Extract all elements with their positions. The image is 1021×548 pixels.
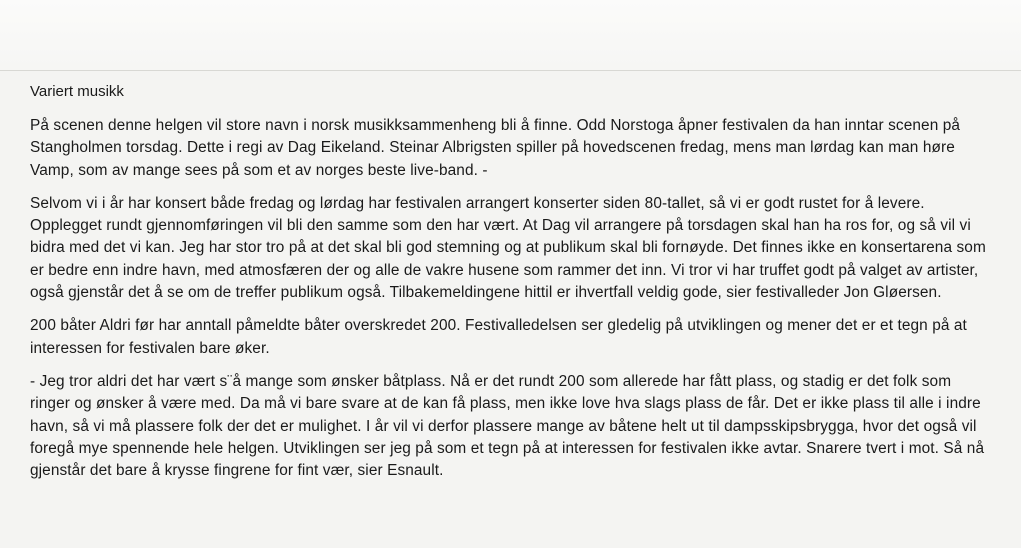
text-line: er bedre enn indre havn, med atmosfæren der og alle de vakre husene som rammer det inn. Vi tror vi har truffet godt på valget av artister, [30, 261, 979, 279]
text-line: også gjenstår det å se om de treffer publikum også. Tilbakemeldingene hittil er ihvertfall veldig gode, sier festivalleder Jon Gløersen. [30, 284, 942, 302]
text-line: Selvom vi i år har konsert både fredag og lørdag har festivalen arrangert konserter siden 80-tallet, så vi er godt rustet for å levere. [30, 194, 925, 212]
text-line: - Jeg tror aldri det har vært s¨å mange som ønsker båtplass. Nå er det rundt 200 som allerede har fått plass, og stadig er det folk som [30, 372, 952, 390]
text-line: gjenstår det bare å krysse fingrene for fint vær, sier Esnault. [30, 462, 444, 480]
text-line: foregå mye spennende hele helgen. Utviklingen ser jeg på som et tegn på at interessen for festivalen ikke avtar. Snarere tvert i mot. Så nå [30, 439, 985, 457]
text-line: ringer og ønsker å være med. Da må vi bare svare at de kan få plass, men ikke love hva slags plass de får. Det er ikke plass til alle i indre [30, 395, 981, 413]
text-line: På scenen denne helgen vil store navn i norsk musikksammenheng bli å finne. Odd Norstoga åpner festivalen da han inntar scenen på [30, 117, 961, 134]
paragraph-4 [30, 371, 1010, 482]
text-line: Vamp, som av mange sees på som et av norges beste live-band. - [30, 161, 488, 179]
article-heading: Variert musikk [30, 83, 124, 100]
paragraph-3 [30, 315, 1010, 360]
text-line: 200 båter Aldri før har anntall påmeldte båter overskredet 200. Festivalledelsen ser gledelig på utviklingen og mener det er et tegn på at [30, 317, 967, 335]
paragraph-2 [30, 193, 1010, 304]
text-line: bidra med det vi kan. Jeg har stor tro på at det skal bli god stemning og at publikum skal bli fornøyde. Det finnes ikke en konsertarena som [30, 239, 986, 257]
text-line: interessen for festivalen bare øker. [30, 339, 270, 357]
text-line: havn, så vi må plassere folk der det er mulighet. I år vil vi derfor plassere mange av båtene helt ut til dampsskipsbrygga, hvor det også vil [30, 417, 977, 435]
text-line: Opplegget rundt gjennomføringen vil bli den samme som den har vært. At Dag vil arrangere på torsdagen skal han ha ros for, og så vil vi [30, 217, 971, 235]
scan-margin [0, 0, 1021, 71]
article-body [30, 82, 1010, 493]
text-line: Stangholmen torsdag. Dette i regi av Dag Eikeland. Steinar Albrigsten spiller på hovedscenen fredag, mens man lørdag kan man høre [30, 139, 955, 157]
paragraph-1 [30, 115, 1010, 182]
